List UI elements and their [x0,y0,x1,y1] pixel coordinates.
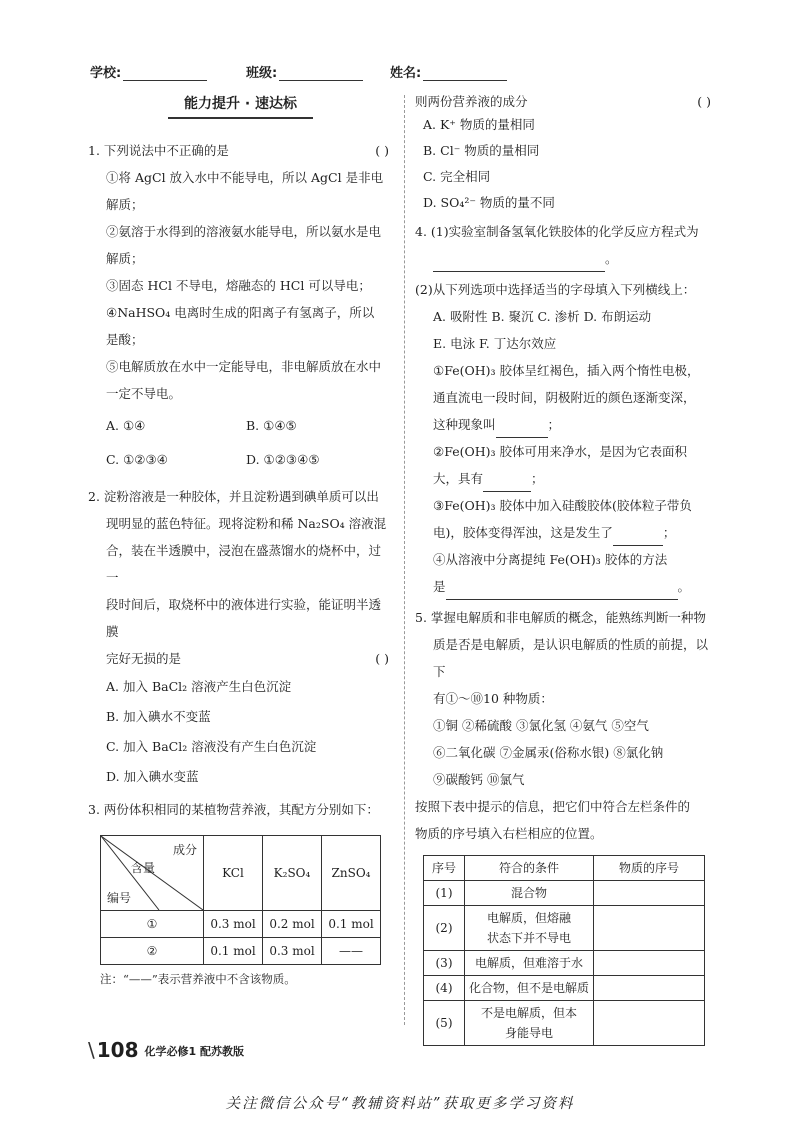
table-row [101,938,381,965]
q1-statement-cont: 一定不导电。 [106,386,182,401]
row-condition: 电解质，但熔融 状态下并不导电 [465,906,594,951]
q5-classification-table [423,855,705,1046]
left-column [88,92,393,993]
cell-value: 0.3 mol [263,938,322,965]
answer-cell[interactable] [594,976,705,1001]
q1-stem: 1. 下列说法中不正确的是 [88,143,229,158]
q2-option-c[interactable]: C. 加入 BaCl₂ 溶液没有产生白色沉淀 [106,739,317,754]
col-header-znso4: ZnSO₄ [322,836,381,911]
q4-punct: ； [547,417,561,432]
q5-substance-list: ⑥二氧化碳 ⑦金属汞(俗称水银) ⑧氯化钠 [433,745,664,760]
q1-statement: ⑤电解质放在水中一定能导电，非电解质放在水中 [106,359,382,374]
q4-sub4: ④从溶液中分离提纯 Fe(OH)₃ 胶体的方法 [433,552,668,567]
q1-option-d[interactable]: D. ①②③④⑤ [246,452,320,467]
q4-sub4-cont: 是 [433,579,446,594]
row-condition: 不是电解质，但本 身能导电 [465,1001,594,1046]
diag-label-amount: 含量 [131,861,156,875]
row-condition: 电解质，但难溶于水 [465,951,594,976]
q5-substance-list: ①铜 ②稀硫酸 ③氯化氢 ④氨气 ⑤空气 [433,718,649,733]
question-4 [415,218,715,600]
q4-sub2-cont: 大，具有 [433,471,484,486]
q4-sub3-blank[interactable] [613,529,663,546]
col-header-condition: 符合的条件 [465,856,594,881]
q4-choices: A. 吸附性 B. 聚沉 C. 渗析 D. 布朗运动 [433,309,652,324]
row-condition: 混合物 [465,881,594,906]
q5-instruction: 按照下表中提示的信息，把它们中符合左栏条件的 [415,799,691,814]
q5-substance-list: ⑨碳酸钙 ⑩氯气 [433,772,525,787]
q4-sub2: ②Fe(OH)₃ 胶体可用来净水，是因为它表面积 [433,444,687,459]
q1-statement-cont: 是酸； [106,332,144,347]
class-label: 班级: [246,66,278,81]
question-3 [88,796,393,989]
table-row [424,951,705,976]
q3-note: 注：“——”表示营养液中不含该物质。 [100,972,296,986]
row-id: ② [101,938,204,965]
table-row [424,906,705,951]
q2-stem-cont: 段时间后，取烧杯中的液体进行实验，能证明半透膜 [106,597,382,639]
answer-cell[interactable] [594,881,705,906]
book-title: 化学必修1 配苏教版 [144,1045,244,1058]
q2-stem-cont: 现明显的蓝色特征。现将淀粉和稀 Na₂SO₄ 溶液混 [106,516,387,531]
q2-option-b[interactable]: B. 加入碘水不变蓝 [106,709,211,724]
q1-option-b[interactable]: B. ①④⑤ [246,418,297,433]
q4-part2-stem: (2)从下列选项中选择适当的字母填入下列横线上： [415,282,696,297]
q4-sub1: ①Fe(OH)₃ 胶体呈红褐色，插入两个惰性电极， [433,363,700,378]
q1-option-c[interactable]: C. ①②③④ [106,452,168,467]
q4-sub3: ③Fe(OH)₃ 胶体中加入硅酸胶体(胶体粒子带负 [433,498,692,513]
right-column [415,92,715,1050]
q4-part1-blank[interactable] [433,255,605,272]
diag-label-number: 编号 [107,891,132,905]
table-row [424,976,705,1001]
footer-slash: \ [88,1038,95,1062]
col-header-k2so4: K₂SO₄ [263,836,322,911]
row-id: (5) [424,1001,465,1046]
q2-stem: 2. 淀粉溶液是一种胶体，并且淀粉遇到碘单质可以出 [88,489,379,504]
q1-answer-paren[interactable]: ( ) [375,143,389,158]
q1-statement-cont: 解质； [106,251,144,266]
q3-option-c[interactable]: C. 完全相同 [423,169,491,184]
cell-value: —— [322,938,381,965]
school-field[interactable] [90,62,207,81]
q3-option-a[interactable]: A. K⁺ 物质的量相同 [423,117,535,132]
school-label: 学校: [90,66,122,81]
q1-statement-cont: 解质； [106,197,144,212]
row-id: ① [101,911,204,938]
q3-stem: 3. 两份体积相同的某植物营养液，其配方分别如下： [88,802,379,817]
q4-punct: ； [531,471,544,486]
table-row [424,881,705,906]
answer-cell[interactable] [594,951,705,976]
q4-choices: E. 电泳 F. 丁达尔效应 [433,336,557,351]
q5-stem-cont: 质是否是电解质，是认识电解质的性质的前提，以下 [433,637,709,679]
q3-diagonal-header [101,836,204,911]
q5-stem: 5. 掌握电解质和非电解质的概念，能熟练判断一种物 [415,610,706,625]
diag-label-component: 成分 [172,843,197,857]
cell-value: 0.1 mol [322,911,381,938]
q5-instruction: 物质的序号填入右栏相应的位置。 [415,826,603,841]
question-2 [88,483,393,792]
row-id: (4) [424,976,465,1001]
row-id: (2) [424,906,465,951]
q3-continuation: 则两份营养液的成分 [415,94,528,109]
q1-statement: ③固态 HCl 不导电，熔融态的 HCl 可以导电； [106,278,371,293]
q4-sub3-cont: 电)，胶体变得浑浊，这是发生了 [433,525,613,540]
col-header-kcl: KCl [204,836,263,911]
q3-option-d[interactable]: D. SO₄²⁻ 物质的量不同 [423,195,555,210]
row-id: (3) [424,951,465,976]
col-header-answer: 物质的序号 [594,856,705,881]
q2-stem-cont: 合，装在半透膜中，浸泡在盛蒸馏水的烧杯中，过一 [106,543,382,585]
section-title: 能力提升 · 速达标 [88,94,393,119]
q3-formula-table [100,835,381,965]
answer-cell[interactable] [594,1001,705,1046]
watermark-text: 关注微信公众号“教辅资料站”获取更多学习资料 [225,1096,575,1112]
name-label: 姓名: [390,66,422,81]
q1-statement: ④NaHSO₄ 电离时生成的阳离子有氢离子，所以 [106,305,375,320]
q4-sub1-cont: 这种现象叫 [433,417,496,432]
q4-sub1-blank[interactable] [496,421,548,438]
name-field[interactable] [390,62,507,81]
answer-cell[interactable] [594,906,705,951]
q4-punct: ； [662,525,676,540]
q2-option-a[interactable]: A. 加入 BaCl₂ 溶液产生白色沉淀 [106,679,292,694]
class-field[interactable] [246,62,363,81]
q2-option-d[interactable]: D. 加入碘水变蓝 [106,769,199,784]
col-header-index: 序号 [424,856,465,881]
cell-value: 0.1 mol [204,938,263,965]
student-info-header [90,62,710,84]
q1-statement: ①将 AgCl 放入水中不能导电，所以 AgCl 是非电 [106,170,384,185]
q5-stem-cont: 有①～⑩10 种物质： [433,691,553,706]
table-row [424,1001,705,1046]
q4-punct: 。 [605,251,618,266]
q4-sub4-blank[interactable] [446,583,678,600]
q3-answer-paren[interactable]: ( ) [697,94,711,109]
q2-answer-paren[interactable]: ( ) [375,651,389,666]
page-footer [88,1038,244,1062]
cell-value: 0.3 mol [204,911,263,938]
q1-statements [88,164,393,407]
q1-option-a[interactable]: A. ①④ [106,418,146,433]
page-number: 108 [96,1038,139,1062]
question-5 [415,604,715,1046]
q4-sub1-cont: 通直流电一段时间，阴极附近的颜色逐渐变深， [433,390,696,405]
q3-option-b[interactable]: B. Cl⁻ 物质的量相同 [423,143,540,158]
row-condition: 化合物，但不是电解质 [465,976,594,1001]
cell-value: 0.2 mol [263,911,322,938]
q2-stem-cont: 完好无损的是 [106,651,182,666]
table-row [101,911,381,938]
row-id: (1) [424,881,465,906]
q1-statement: ②氨溶于水得到的溶液氨水能导电，所以氨水是电 [106,224,382,239]
q4-sub2-blank[interactable] [483,475,531,492]
column-divider [404,95,405,1025]
q4-punct: 。 [677,579,691,594]
q4-part1-stem: 4. (1)实验室制备氢氧化铁胶体的化学反应方程式为 [415,224,699,239]
question-1 [88,137,393,475]
